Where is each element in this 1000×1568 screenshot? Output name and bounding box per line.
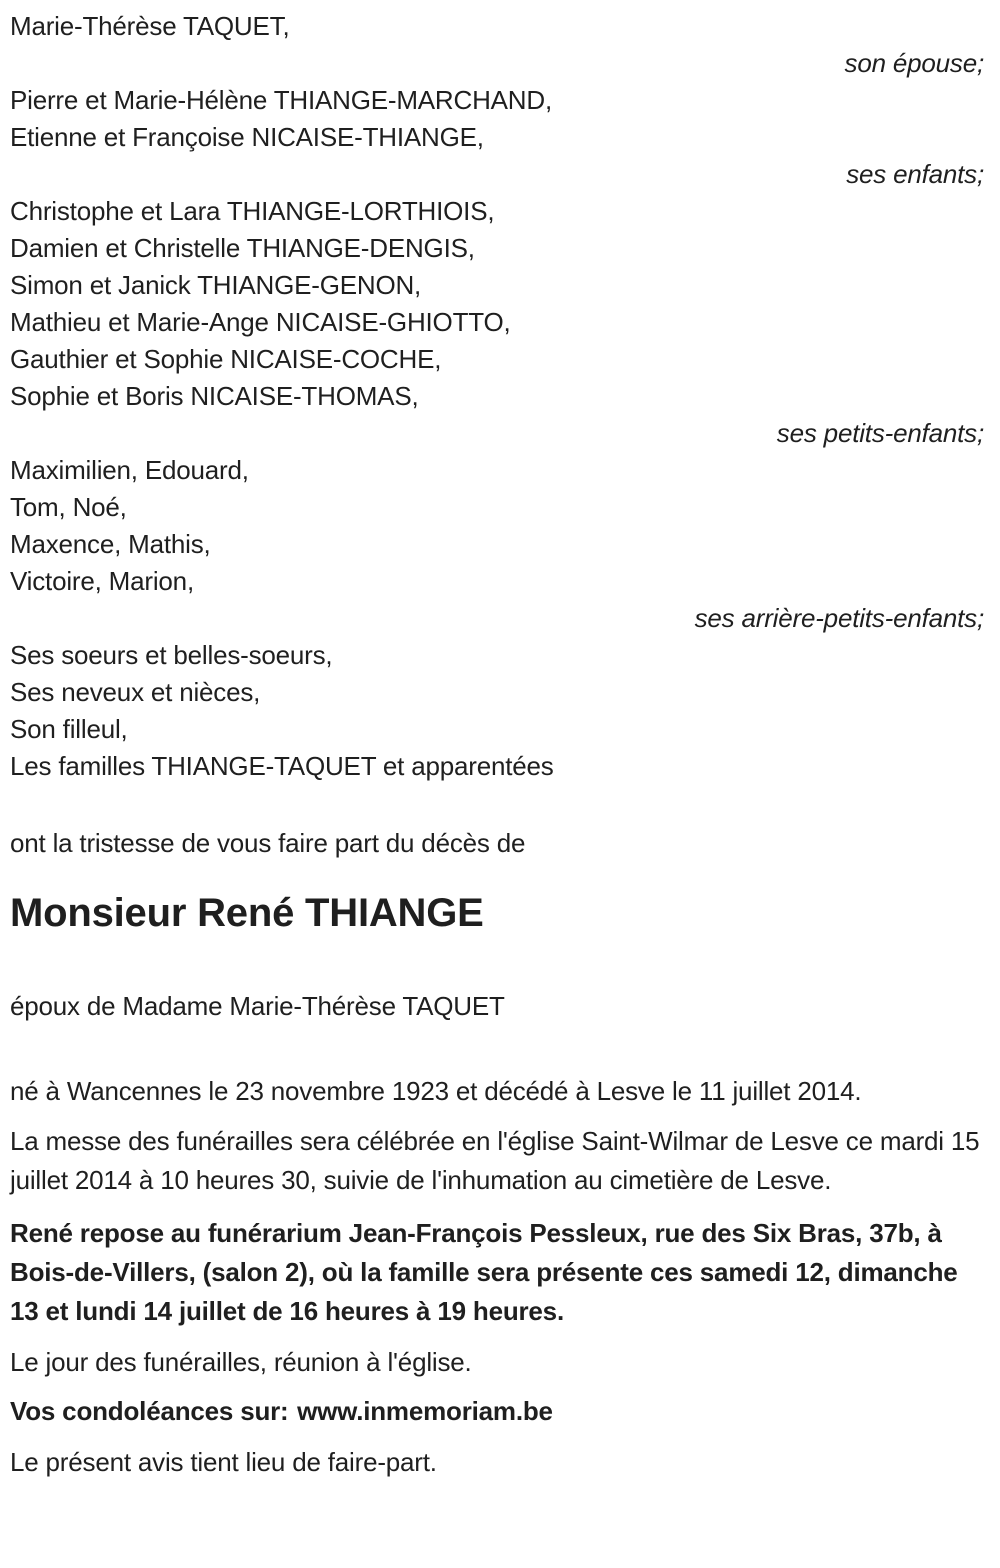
mourner-name-line: Ses neveux et nièces, [10,677,261,707]
announcement-intro: ont la tristesse de vous faire part du décès de [10,828,526,858]
condolences-line [10,1392,984,1431]
mourner-name-line: Gauthier et Sophie NICAISE-COCHE, [10,344,442,374]
birth-death-line: né à Wancennes le 23 novembre 1923 et décédé à Lesve le 11 juillet 2014. [10,1076,862,1106]
spouse-line: époux de Madame Marie-Thérèse TAQUET [10,991,505,1021]
mourner-name-line: Les familles THIANGE-TAQUET et apparentées [10,751,554,781]
relation-label-spouse: son épouse; [844,48,984,78]
mourner-name-line: Marie-Thérèse TAQUET, [10,11,290,41]
mourner-name-line: Ses soeurs et belles-soeurs, [10,640,333,670]
mourner-name-line: Victoire, Marion, [10,566,194,596]
mourner-name-line: Pierre et Marie-Hélène THIANGE-MARCHAND, [10,85,552,115]
mourner-name-line: Son filleul, [10,714,128,744]
mourner-name-line: Maxence, Mathis, [10,529,211,559]
mourners-list [10,8,984,785]
mourner-name-line: Maximilien, Edouard, [10,455,249,485]
closing-line: Le présent avis tient lieu de faire-part. [10,1447,437,1477]
funeral-service-paragraph: La messe des funérailles sera célébrée en l'église Saint-Wilmar de Lesve ce mardi 15 juillet 2014 à 10 heures 30, suivie de l'inhumation au cimetière de Lesve. [10,1126,980,1195]
condolences-label: Vos condoléances sur: [10,1396,289,1426]
relation-label-grandchildren: ses petits-enfants; [776,418,984,448]
repose-paragraph: René repose au funérarium Jean-François Pessleux, rue des Six Bras, 37b, à Bois-de-Villers, (salon 2), où la famille sera présente ces samedi 12, dimanche 13 et lundi 14 juillet de 16 heures à 19 heures. [10,1218,958,1326]
deceased-name-title: Monsieur René THIANGE [10,891,484,935]
mourner-name-line: Tom, Noé, [10,492,127,522]
mourner-name-line: Sophie et Boris NICAISE-THOMAS, [10,381,419,411]
mourner-name-line: Damien et Christelle THIANGE-DENGIS, [10,233,475,263]
funeral-day-meeting-line: Le jour des funérailles, réunion à l'église. [10,1347,472,1377]
mourner-name-line: Mathieu et Marie-Ange NICAISE-GHIOTTO, [10,307,511,337]
mourner-name-line: Simon et Janick THIANGE-GENON, [10,270,422,300]
condolences-url-link[interactable]: www.inmemoriam.be [297,1396,553,1426]
mourner-name-line: Christophe et Lara THIANGE-LORTHIOIS, [10,196,495,226]
relation-label-great-grandchildren: ses arrière-petits-enfants; [694,603,984,633]
relation-label-children: ses enfants; [846,159,984,189]
mourner-name-line: Etienne et Françoise NICAISE-THIANGE, [10,122,484,152]
